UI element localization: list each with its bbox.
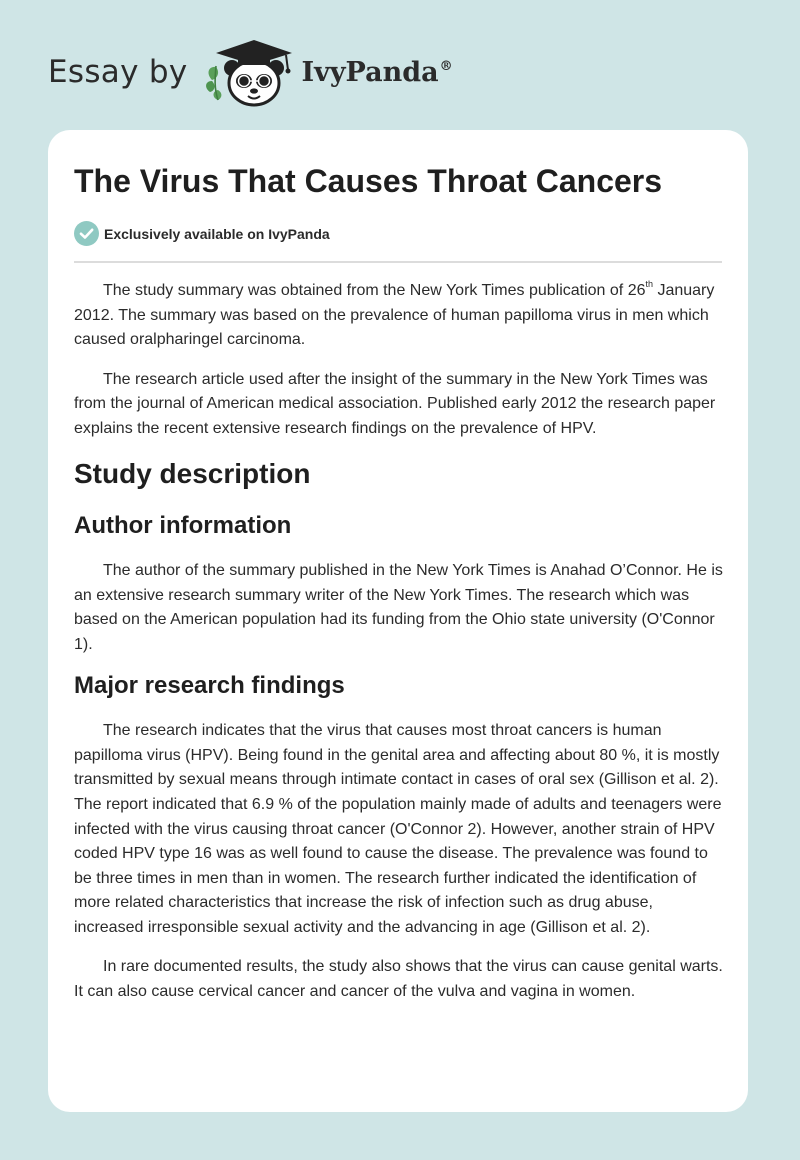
author-paragraph: The author of the summary published in the New York Times is Anahad O’Connor. He is an extensive research summary writer of the New York Times. The research which was based on the American population had its funding from the Ohio state university (O'Connor 1). <box>74 561 723 653</box>
brand-name <box>301 56 453 88</box>
subheading-author-information: Author information <box>74 512 292 540</box>
intro-paragraph-1 <box>74 279 726 353</box>
findings-paragraph-2: In rare documented results, the study also shows that the virus can cause genital warts. It can also cause cervical cancer and cancer of the vulva and vagina in women. <box>74 958 723 1001</box>
title-divider <box>74 261 722 263</box>
checkmark-circle-icon <box>74 221 99 246</box>
intro-p1-text: The study summary was obtained from the New York Times publication of 26 <box>103 282 646 299</box>
essay-card <box>48 130 748 1112</box>
intro-p1-superscript: th <box>645 279 653 289</box>
essay-body <box>74 279 726 1020</box>
brand-text: IvyPanda <box>301 56 439 88</box>
badge-label: Exclusively available on IvyPanda <box>104 225 330 242</box>
essay-by-label: Essay by <box>48 53 188 90</box>
site-header <box>48 36 508 108</box>
registered-mark: ® <box>439 58 453 74</box>
page-title: The Virus That Causes Throat Cancers <box>74 163 663 199</box>
ivypanda-logo-icon[interactable] <box>202 36 298 108</box>
findings-paragraph-1: The research indicates that the virus that causes most throat cancers is human papilloma virus (HPV). Being found in the genital area and affecting about 80 %, it is mostly transmitted by sexual means through intimate contact in cases of oral sex (Gillison et al. 2). The report indicated that 6.9 % of the population mainly made of adults and teenagers were infected with the virus causing throat cancer (O'Connor 2). However, another strain of HPV coded HPV type 16 was as well found to cause the disease. The prevalence was found to be three times in men than in women. The research further indicated the identification of more related characteristics that increase the risk of infection such as drug abuse, increased irresponsible sexual activity and the advancing in age (Gillison et al. 2). <box>74 722 722 936</box>
intro-paragraph-2: The research article used after the insight of the summary in the New York Times was from the journal of American medical association. Published early 2012 the research paper explains the recent extensive research findings on the prevalence of HPV. <box>74 370 716 437</box>
section-heading-study-description: Study description <box>74 457 311 489</box>
intro-p1-text-cont: January 2012. The summary was based on the prevalence of human papilloma virus in men which caused oralpharingel carcinoma. <box>74 282 715 349</box>
subheading-major-findings: Major research findings <box>74 672 345 700</box>
exclusive-badge <box>74 221 330 246</box>
